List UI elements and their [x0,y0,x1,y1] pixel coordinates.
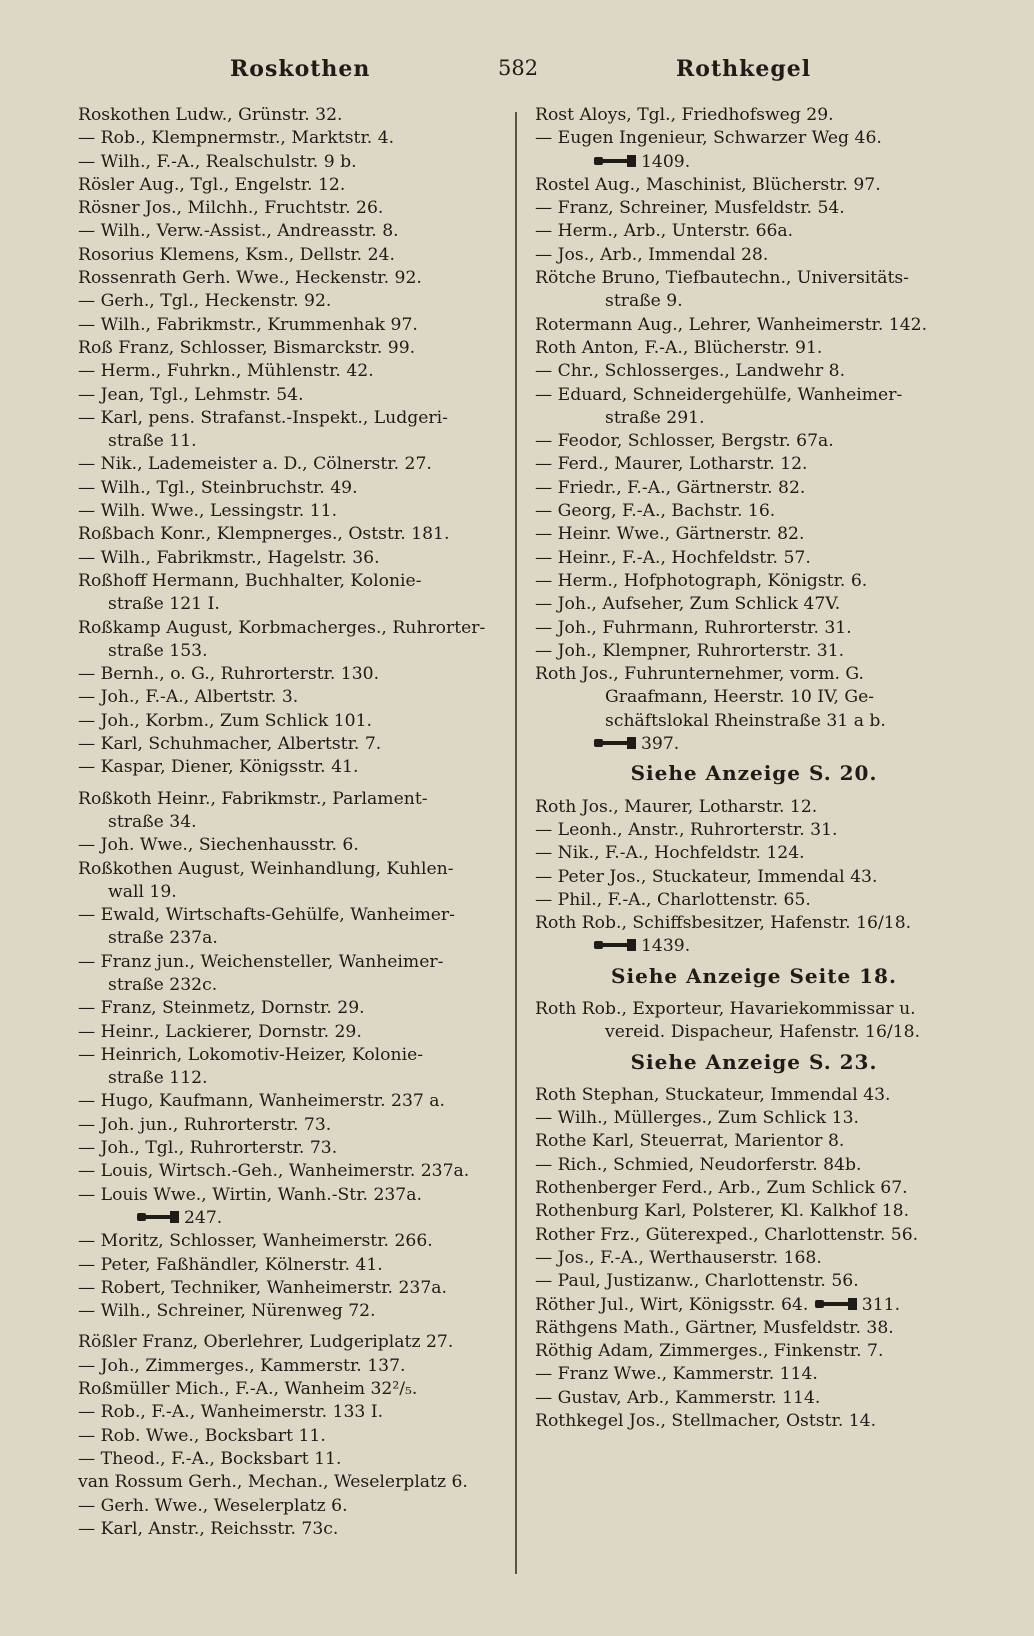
entry: — Franz jun., Weichensteller, Wanheimer- [78,951,444,972]
entry: — Phil., F.-A., Charlottenstr. 65. [535,889,811,910]
entry: — Wilh., Tgl., Steinbruchstr. 49. [78,477,358,498]
telephone-number: 1439. [641,936,691,957]
entry: — Jean, Tgl., Lehmstr. 54. [78,384,304,405]
entry: — Georg, F.-A., Bachstr. 16. [535,501,776,522]
entry: Rotermann Aug., Lehrer, Wanheimerstr. 142. [535,314,928,335]
entry: Roßkamp August, Korbmacherges., Ruhrorter- [78,617,486,638]
entry-continuation: Graafmann, Heerstr. 10 IV, Ge- [605,687,875,708]
entry: — Wilh., Schreiner, Nürenweg 72. [78,1301,376,1322]
entry: Rosorius Klemens, Ksm., Dellstr. 24. [78,244,395,265]
telephone-line [535,151,973,174]
entry: Rothenburg Karl, Polsterer, Kl. Kalkhof 18. [535,1201,910,1222]
entry-text: Röther Jul., Wirt, Königsstr. 64. [535,1294,809,1315]
entry: — Rob., F.-A., Wanheimerstr. 133 I. [78,1402,384,1423]
page-number: 582 [498,56,539,80]
telephone-icon [593,938,637,952]
entry: — Karl, Schuhmacher, Albertstr. 7. [78,734,382,755]
entry: Roth Jos., Maurer, Lotharstr. 12. [535,796,818,817]
entry: — Karl, Anstr., Reichsstr. 73c. [78,1518,339,1539]
entry: — Joh. jun., Ruhrorterstr. 73. [78,1114,332,1135]
advertisement-notice: Siehe Anzeige S. 23. [630,1049,878,1074]
header-right-catchword: Rothkegel [676,56,812,82]
entry: — Jos., Arb., Immendal 28. [535,244,769,265]
entry: — Franz, Schreiner, Musfeldstr. 54. [535,198,845,219]
entry-continuation: schäftslokal Rheinstraße 31 a b. [605,710,886,731]
entry: — Wilh., Fabrikmstr., Hagelstr. 36. [78,547,380,568]
entry: — Jos., F.-A., Werthauserstr. 168. [535,1247,822,1268]
entry-continuation: straße 232c. [108,974,218,995]
entry: — Wilh. Wwe., Lessingstr. 11. [78,501,338,522]
entry: — Gustav, Arb., Kammerstr. 114. [535,1387,821,1408]
entry-continuation: straße 153. [108,640,208,661]
telephone-number: 311. [861,1294,901,1315]
entry: Roßkothen August, Weinhandlung, Kuhlen- [78,858,454,879]
entry-with-telephone [535,1294,973,1317]
entry: Roth Jos., Fuhrunternehmer, vorm. G. [535,664,865,685]
entry: — Joh., Fuhrmann, Ruhrorterstr. 31. [535,617,852,638]
entry: — Eduard, Schneidergehülfe, Wanheimer- [535,384,903,405]
entry: van Rossum Gerh., Mechan., Weselerplatz 6. [78,1472,468,1493]
entry: Roßbach Konr., Klempnerges., Oststr. 181. [78,524,450,545]
entry: — Moritz, Schlosser, Wanheimerstr. 266. [78,1231,433,1252]
entry: — Joh., Korbm., Zum Schlick 101. [78,710,372,731]
telephone-icon [593,736,637,750]
entry: — Franz Wwe., Kammerstr. 114. [535,1364,818,1385]
entry: Rossenrath Gerh. Wwe., Heckenstr. 92. [78,268,422,289]
telephone-line [535,935,973,958]
entry: — Joh., Tgl., Ruhrorterstr. 73. [78,1138,338,1159]
entry: Roßkoth Heinr., Fabrikmstr., Parlament- [78,788,428,809]
entry: Rostel Aug., Maschinist, Blücherstr. 97. [535,174,881,195]
telephone-icon [814,1297,858,1311]
entry: — Heinr., Lackierer, Dornstr. 29. [78,1021,362,1042]
entry: — Rich., Schmied, Neudorferstr. 84b. [535,1154,862,1175]
entry: — Karl, pens. Strafanst.-Inspekt., Ludgeri- [78,407,448,428]
entry: Roß Franz, Schlosser, Bismarckstr. 99. [78,337,416,358]
entry: Roth Rob., Schiffsbesitzer, Hafenstr. 16/18. [535,913,912,934]
entry: — Joh., Zimmerges., Kammerstr. 137. [78,1355,406,1376]
entry: — Wilh., Verw.-Assist., Andreasstr. 8. [78,221,399,242]
entry: Roth Stephan, Stuckateur, Immendal 43. [535,1084,891,1105]
entry-continuation: straße 237a. [108,928,218,949]
entry: — Wilh., Fabrikmstr., Krummenhak 97. [78,314,418,335]
telephone-icon [136,1210,180,1224]
entry: — Rob. Wwe., Bocksbart 11. [78,1425,326,1446]
telephone-number: 1409. [641,151,691,172]
entry-continuation: straße 291. [605,407,705,428]
telephone-icon [593,154,637,168]
entry: Räthgens Math., Gärtner, Musfeldstr. 38. [535,1317,894,1338]
entry: Roskothen Ludw., Grünstr. 32. [78,105,343,125]
entry-continuation: straße 9. [605,291,683,312]
advertisement-notice: Siehe Anzeige Seite 18. [611,963,897,988]
entry: — Joh., F.-A., Albertstr. 3. [78,687,299,708]
entry: Rötche Bruno, Tiefbautechn., Universitäts- [535,268,909,289]
header-left-catchword: Roskothen [230,56,371,82]
entry: — Heinrich, Lokomotiv-Heizer, Kolonie- [78,1044,424,1065]
entry: Rost Aloys, Tgl., Friedhofsweg 29. [535,105,834,125]
entry: — Wilh., Müllerges., Zum Schlick 13. [535,1108,859,1129]
entry: — Joh. Wwe., Siechenhausstr. 6. [78,835,359,856]
entry: — Franz, Steinmetz, Dornstr. 29. [78,998,365,1019]
entry-continuation: vereid. Dispacheur, Hafenstr. 16/18. [605,1022,921,1043]
left-column [78,104,506,1541]
entry: Rothenberger Ferd., Arb., Zum Schlick 67. [535,1178,908,1199]
telephone-number: 397. [641,734,680,755]
entry: — Louis, Wirtsch.-Geh., Wanheimerstr. 237a. [78,1161,470,1182]
entry: Rothkegel Jos., Stellmacher, Oststr. 14. [535,1411,877,1432]
column-divider [515,112,517,1574]
entry: — Herm., Hofphotograph, Königstr. 6. [535,570,868,591]
entry: — Paul, Justizanw., Charlottenstr. 56. [535,1271,859,1292]
entry: — Wilh., F.-A., Realschulstr. 9 b. [78,151,357,172]
entry: — Nik., F.-A., Hochfeldstr. 124. [535,843,805,864]
entry: — Peter Jos., Stuckateur, Immendal 43. [535,866,878,887]
entry: Rösler Aug., Tgl., Engelstr. 12. [78,174,346,195]
telephone-line [535,733,973,756]
entry: — Heinr. Wwe., Gärtnerstr. 82. [535,524,805,545]
entry-continuation: straße 112. [108,1068,208,1089]
entry: — Leonh., Anstr., Ruhrorterstr. 31. [535,819,838,840]
entry: — Herm., Arb., Unterstr. 66a. [535,221,794,242]
entry: — Feodor, Schlosser, Bergstr. 67a. [535,431,834,452]
entry: Roth Rob., Exporteur, Havariekommissar u. [535,998,916,1019]
entry: — Joh., Klempner, Ruhrorterstr. 31. [535,640,845,661]
entry: — Robert, Techniker, Wanheimerstr. 237a. [78,1277,447,1298]
entry: — Theod., F.-A., Bocksbart 11. [78,1448,342,1469]
entry: — Friedr., F.-A., Gärtnerstr. 82. [535,477,806,498]
entry: — Nik., Lademeister a. D., Cölnerstr. 27. [78,454,432,475]
entry: — Hugo, Kaufmann, Wanheimerstr. 237 a. [78,1091,445,1112]
entry: Roßmüller Mich., F.-A., Wanheim 32²/₅. [78,1379,418,1400]
entry: Rößler Franz, Oberlehrer, Ludgeriplatz 27. [78,1332,454,1353]
entry: — Gerh. Wwe., Weselerplatz 6. [78,1495,348,1516]
entry: Rösner Jos., Milchh., Fruchtstr. 26. [78,198,384,219]
entry: Rothe Karl, Steuerrat, Marientor 8. [535,1131,845,1152]
entry: — Kaspar, Diener, Königsstr. 41. [78,757,359,778]
right-column [535,104,973,1433]
entry-continuation: wall 19. [108,881,177,902]
entry: — Peter, Faßhändler, Kölnerstr. 41. [78,1254,383,1275]
entry-continuation: straße 34. [108,811,197,832]
entry: — Louis Wwe., Wirtin, Wanh.-Str. 237a. [78,1184,422,1205]
entry: Roth Anton, F.-A., Blücherstr. 91. [535,337,823,358]
telephone-number: 247. [184,1207,223,1228]
entry: — Ewald, Wirtschafts-Gehülfe, Wanheimer- [78,905,455,926]
entry: — Chr., Schlosserges., Landwehr 8. [535,361,846,382]
entry: — Heinr., F.-A., Hochfeldstr. 57. [535,547,811,568]
entry: — Joh., Aufseher, Zum Schlick 47V. [535,594,841,615]
entry: — Eugen Ingenieur, Schwarzer Weg 46. [535,128,882,149]
advertisement-notice: Siehe Anzeige S. 20. [630,761,878,786]
entry: Roßhoff Hermann, Buchhalter, Kolonie- [78,570,422,591]
entry: — Ferd., Maurer, Lotharstr. 12. [535,454,808,475]
page-header [0,56,1034,92]
telephone-line [78,1207,506,1230]
entry: — Gerh., Tgl., Heckenstr. 92. [78,291,332,312]
entry: — Rob., Klempnermstr., Marktstr. 4. [78,128,395,149]
entry: Röthig Adam, Zimmerges., Finkenstr. 7. [535,1341,884,1362]
entry: — Bernh., o. G., Ruhrorterstr. 130. [78,664,380,685]
entry: Rother Frz., Güterexped., Charlottenstr. 56. [535,1224,919,1245]
entry-continuation: straße 11. [108,431,197,452]
entry: — Herm., Fuhrkn., Mühlenstr. 42. [78,361,374,382]
entry-continuation: straße 121 I. [108,594,220,615]
